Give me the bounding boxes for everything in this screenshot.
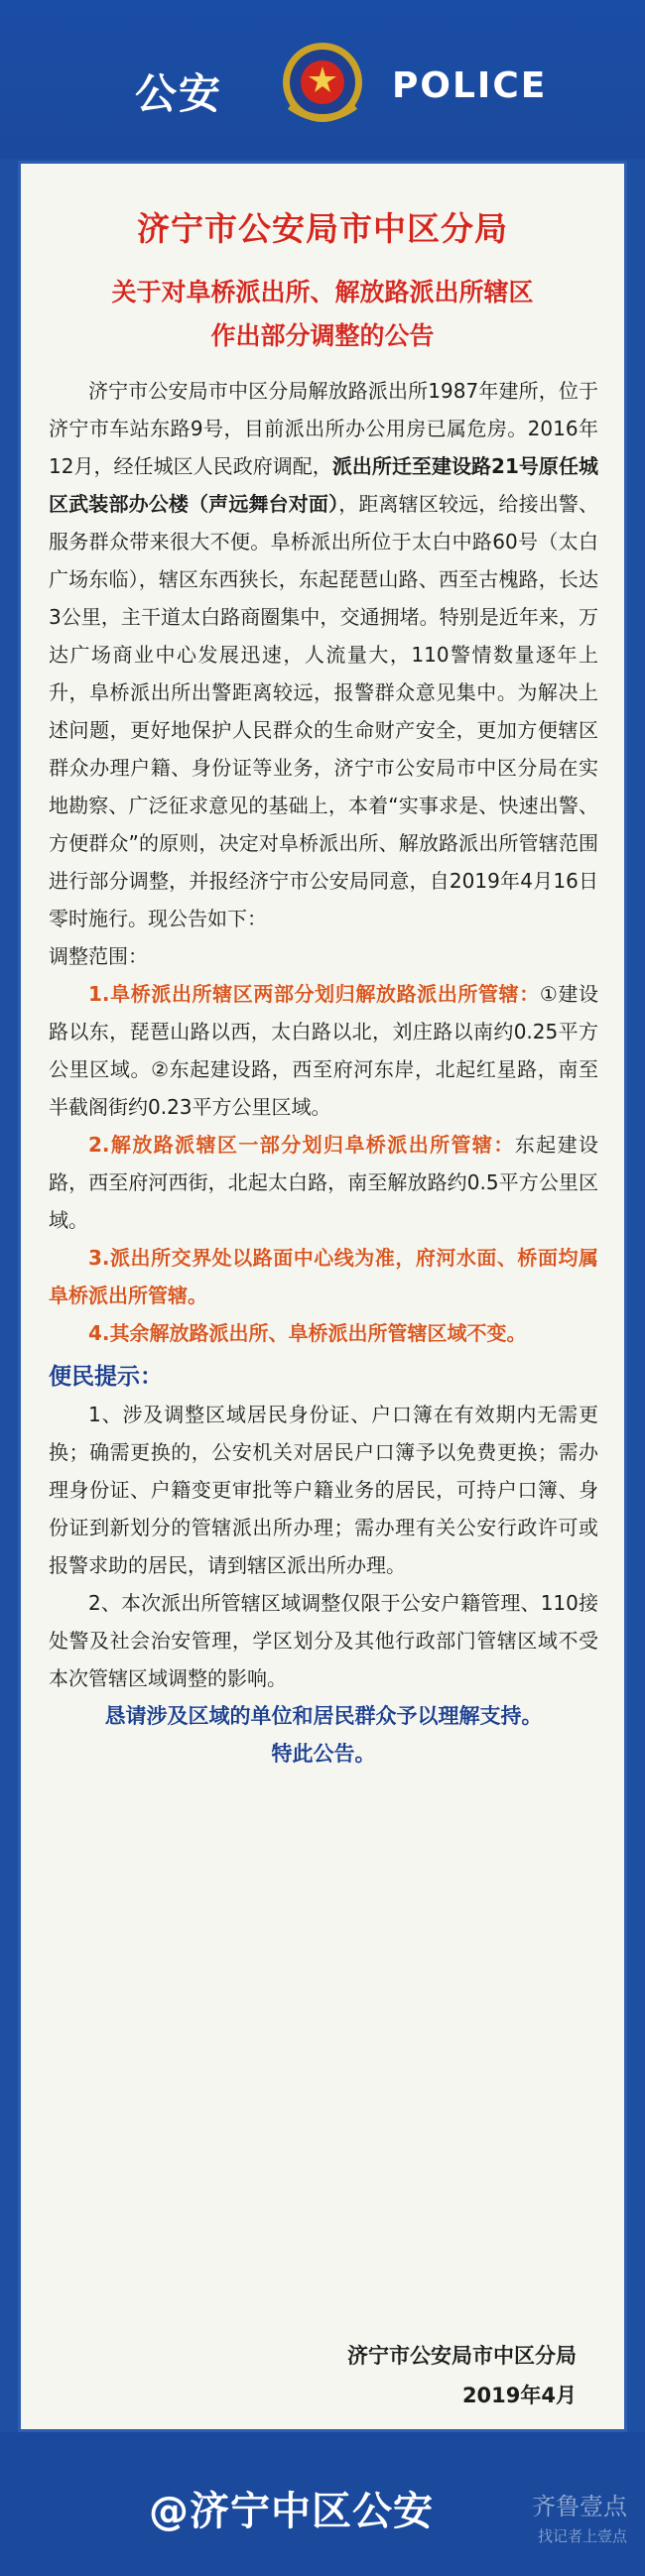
closing-statement: 特此公告。: [271, 1742, 376, 1766]
watermark: [532, 2492, 627, 2551]
subtitle-line-2: 作出部分调整的公告: [210, 321, 435, 350]
page-title: 济宁市公安局市中区分局: [137, 209, 508, 248]
police-emblem-icon: [280, 40, 365, 133]
signature-date: 2019年4月: [461, 2384, 577, 2407]
intro-bold-text: 派出所迁至建设路21号原任城区武装部办公楼（声远舞台对面）: [49, 454, 598, 516]
header-left-text: 公安: [135, 69, 223, 118]
scope-item-3-head: 3.派出所交界处以路面中心线为准，府河水面、桥面均属阜桥派出所管辖。: [49, 1246, 598, 1307]
subtitle-line-1: 关于对阜桥派出所、解放路派出所辖区: [111, 278, 534, 307]
closing-appeal: 恳请涉及区域的单位和居民群众予以理解支持。: [104, 1704, 543, 1728]
scope-item-1-head: 1.阜桥派出所辖区两部分划归解放路派出所管辖：: [88, 982, 540, 1006]
header-banner: [0, 0, 645, 159]
footer-handle: @济宁中区公安: [149, 2489, 434, 2534]
tips-paragraph-2: 2、本次派出所管辖区域调整仅限于公安户籍管理、110接处警及社会治安管理，学区划分及其他行政部门管辖区域不受本次管辖区域调整的影响。: [49, 1591, 598, 1690]
tips-paragraph-1: 1、涉及调整区域居民身份证、户口簿在有效期内无需更换；确需更换的，公安机关对居民户口簿予以免费更换；需办理身份证、户籍变更审批等户籍业务的居民，可持户口簿、身份证到新划分的管辖派出所办理；需办理有关公安行政许可或报警求助的居民，请到辖区派出所办理。: [49, 1403, 598, 1577]
scope-item-1: [49, 975, 598, 1126]
signature-block: [279, 2336, 577, 2415]
announcement-card: [18, 161, 627, 2432]
scope-item-1-body: ①建设路以东，琵琶山路以西，太白路以北，刘庄路以南约0.25平方公里区域。②东起建设路，西至府河东岸，北起红星路，南至半截阁街约0.23平方公里区域。: [49, 982, 599, 1119]
scope-label: 调整范围：: [49, 944, 148, 968]
tips-heading: 便民提示：: [49, 1364, 163, 1390]
scope-item-2-head: 2.解放路派辖区一部分划归阜桥派出所管辖：: [88, 1133, 515, 1157]
scope-item-2-body: 东起建设路，西至府河西街，北起太白路，南至解放路约0.5平方公里区域。: [49, 1133, 599, 1232]
scope-item-4-head: 4.其余解放路派出所、阜桥派出所管辖区域不变。: [88, 1321, 527, 1345]
scope-item-2: [49, 1126, 598, 1239]
announcement-body: [49, 372, 598, 1773]
scope-item-3: [49, 1239, 598, 1314]
signature-org: 济宁市公安局市中区分局: [347, 2344, 577, 2368]
intro-paragraph: [49, 372, 598, 937]
intro-text: 济宁市公安局市中区分局解放路派出所1987年建所，位于济宁市车站东路9号，目前派出所办公用房已属危房。2016年12月，经任城区人民政府调配，: [49, 379, 598, 478]
watermark-slogan: 找记者上壹点: [537, 2527, 627, 2545]
header-right-text: POLICE: [392, 65, 548, 106]
page-subtitle: [21, 271, 624, 358]
intro-tail-text: ，距离辖区较远，给接出警、服务群众带来很大不便。阜桥派出所位于太白中路60号（太白广场东临），辖区东西狭长，东起琵琶山路、西至古槐路，长达3公里，主干道太白路商圈集中，交通拥堵。特别是近年来，万达广场商业中心发展迅速，人流量大，110警情数量逐年上升，阜桥派出所出警距离较远，报警群众意见集中。为解决上述问题，更好地保护人民群众的生命财产安全，更加方便辖区群众办理户籍、身份证等业务，济宁市公安局市中区分局在实地勘察、广泛征求意见的基础上，本着“实事求是、快速出警、方便群众”的原则，决定对阜桥派出所、解放路派出所管辖范围进行部分调整，并报经济宁市公安局同意，自2019年4月16日零时施行。现公告如下：: [49, 492, 599, 930]
scope-item-4: [49, 1314, 598, 1352]
watermark-brand: 齐鲁壹点: [532, 2493, 627, 2520]
footer-banner: [0, 2432, 645, 2576]
